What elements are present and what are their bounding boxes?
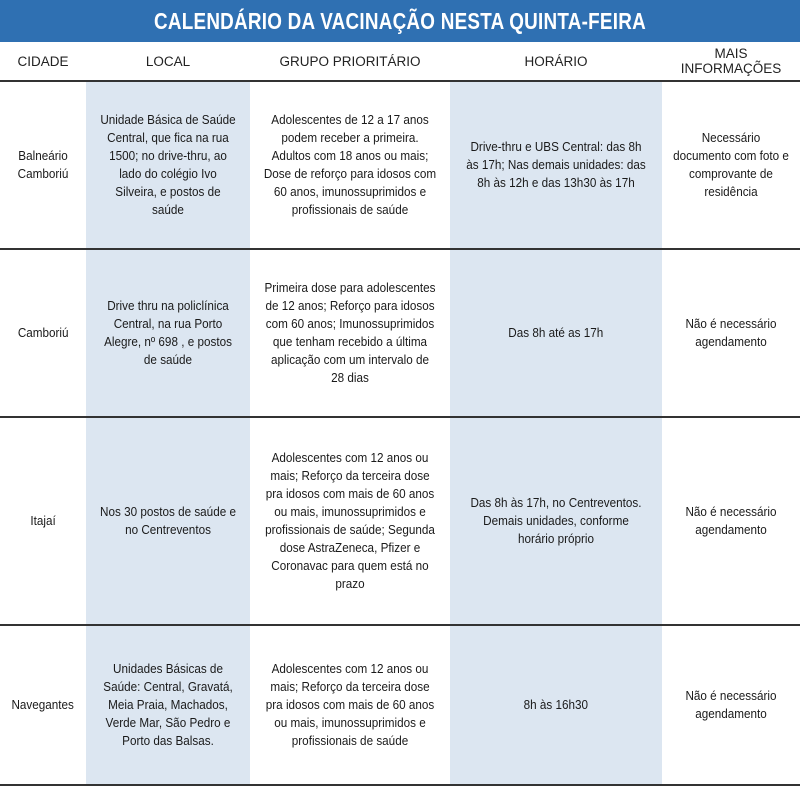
table-row [0,81,800,249]
local-text: Unidades Básicas de Saúde: Central, Gravatá, Meia Praia, Machados, Verde Mar, São Pedro e Porto das Balsas. [103,661,233,748]
cell-horario [450,417,662,625]
cell-horario [450,625,662,785]
cidade-text: Balneário Camboriú [17,148,69,181]
cell-info [662,417,800,625]
cell-grupo [250,625,450,785]
header-mais-informacoes: MAIS INFORMAÇÕES [662,42,800,81]
local-text: Drive thru na policlínica Central, na rua Porto Alegre, nº 698 , e postos de saúde [104,298,232,367]
cidade-text: Navegantes [11,697,75,712]
grupo-text: Adolescentes com 12 anos ou mais; Reforço da terceira dose pra idosos com mais de 60 anos ou mais, imunossuprimidos e profissionais de saúde [265,661,435,748]
header-local: LOCAL [86,42,250,81]
vaccination-table [0,42,800,786]
info-text: Não é necessário agendamento [685,316,777,349]
horario-text: Das 8h até as 17h [508,325,604,340]
title-bar [0,0,800,42]
horario-text: Drive-thru e UBS Central: das 8h às 17h; Nas demais unidades: das 8h às 12h e das 13h30 às 17h [466,139,646,190]
cell-cidade [0,625,86,785]
cell-horario [450,81,662,249]
grupo-text: Adolescentes de 12 a 17 anos podem receber a primeira. Adultos com 18 anos ou mais; Dose de reforço para idosos com 60 anos, imunossuprimidos e profissionais de saúde [263,112,437,217]
cell-local [86,249,250,417]
cell-cidade [0,249,86,417]
cell-info [662,249,800,417]
info-text: Não é necessário agendamento [685,688,777,721]
cell-cidade [0,81,86,249]
cidade-text: Camboriú [17,325,69,340]
local-text: Unidade Básica de Saúde Central, que fica na rua 1500; no drive-thru, ao lado do colégio Ivo Silveira, e postos de saúde [100,112,236,217]
page-title: CALENDÁRIO DA VACINAÇÃO NESTA QUINTA-FEIRA [154,7,646,34]
grupo-text: Adolescentes com 12 anos ou mais; Reforço da terceira dose pra idosos com mais de 60 anos ou mais, imunossuprimidos e profissionais de saúde; Segunda dose AstraZeneca, Pfizer e Coronavac para quem está no prazo [265,450,435,591]
info-text: Necessário documento com foto e comprovante de residência [673,130,789,199]
cell-grupo [250,417,450,625]
header-cidade: CIDADE [0,42,86,81]
header-horario: HORÁRIO [450,42,662,81]
table-row [0,417,800,625]
cell-local [86,625,250,785]
cidade-text: Itajaí [30,513,56,528]
cell-info [662,625,800,785]
cell-cidade [0,417,86,625]
cell-info [662,81,800,249]
cell-horario [450,249,662,417]
header-grupo-prioritario: GRUPO PRIORITÁRIO [250,42,450,81]
horario-text: Das 8h às 17h, no Centreventos. Demais unidades, conforme horário próprio [470,495,642,546]
cell-local [86,417,250,625]
table-row [0,625,800,785]
local-text: Nos 30 postos de saúde e no Centreventos [100,504,236,537]
cell-grupo [250,249,450,417]
table-row [0,249,800,417]
cell-grupo [250,81,450,249]
cell-local [86,81,250,249]
table-header-row [0,42,800,81]
info-text: Não é necessário agendamento [685,504,777,537]
horario-text: 8h às 16h30 [523,697,589,712]
grupo-text: Primeira dose para adolescentes de 12 anos; Reforço para idosos com 60 anos; Imunossuprimidos que tenham recebido a última aplicação com um intervalo de 28 dias [264,280,436,385]
